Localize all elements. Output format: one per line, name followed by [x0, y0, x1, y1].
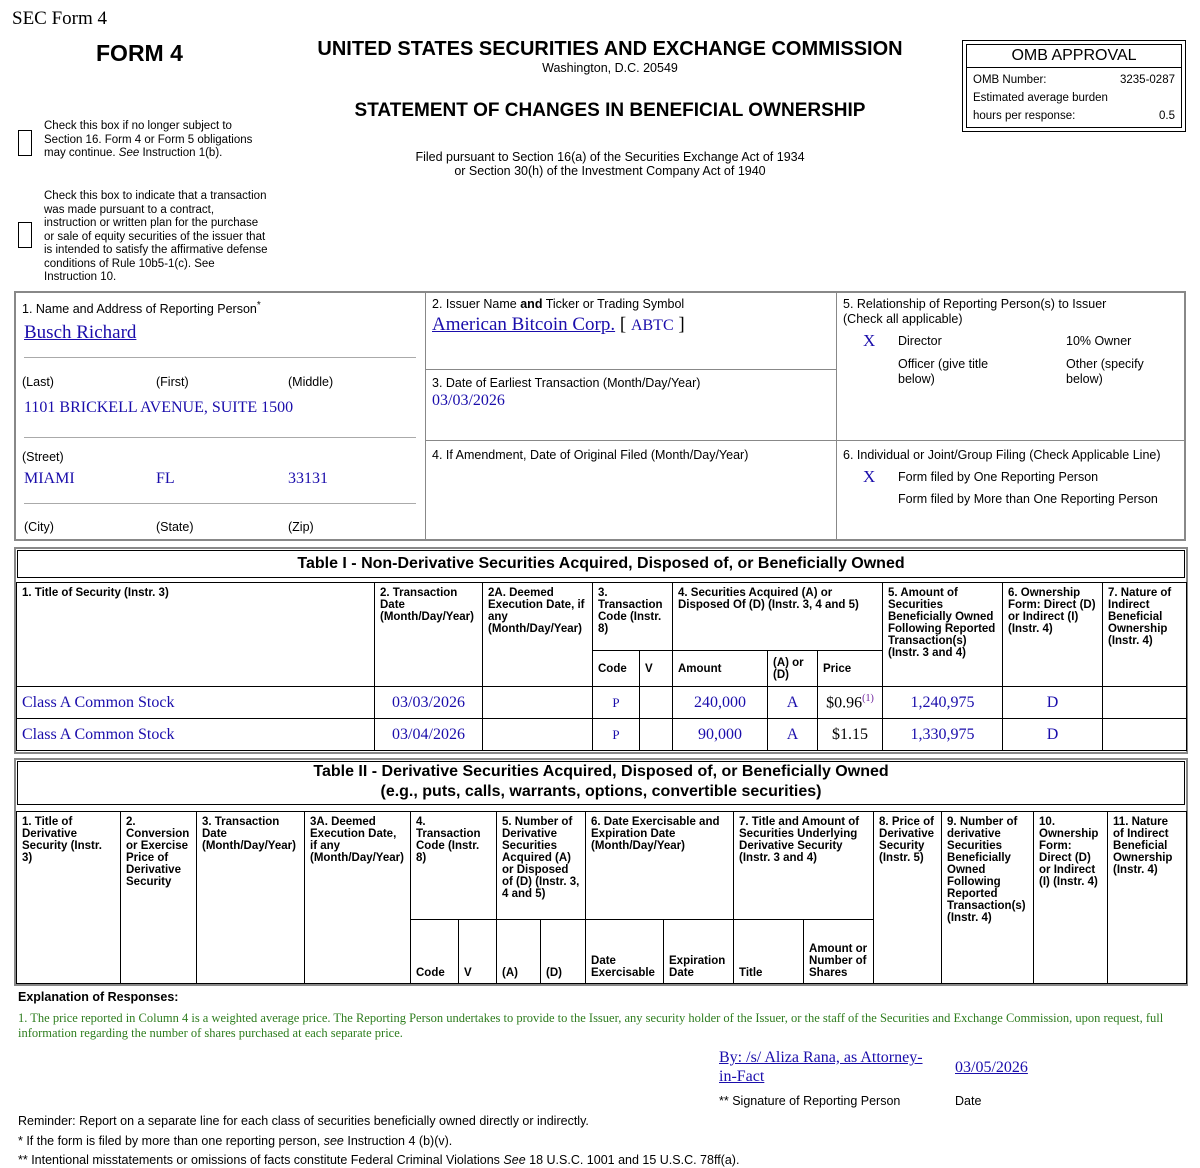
t2-col-conversion-header: 2. Conversion or Exercise Price of Derivative Security	[121, 812, 197, 984]
rule10b5-text: Check this box to indicate that a transaction was made pursuant to a contract, instruction or written plan for the purchase or sale of equity securities of the issuer that is intended to satisfy the affirmative defense conditions of Rule 10b5-1(c). See Instruction 10.	[44, 190, 268, 283]
t1-r2-v	[640, 719, 673, 751]
zip-label: (Zip)	[288, 520, 314, 534]
issuer-name-link[interactable]: American Bitcoin Corp.	[432, 314, 616, 335]
t1-r1-amount: 240,000	[673, 687, 768, 719]
officer-label: Officer (give title below)	[898, 357, 989, 386]
t2-col-owned-header: 9. Number of derivative Securities Beneficially Owned Following Reported Transaction(s) (Instr. 4)	[942, 812, 1034, 984]
t1-r2-nature	[1103, 719, 1187, 751]
t2-col-code-header: 4. Transaction Code (Instr. 8)	[411, 812, 497, 920]
omb-burden-label-2: hours per response:	[973, 110, 1076, 122]
t1-r2-deemed	[483, 719, 593, 751]
t2-col-underlying-header: 7. Title and Amount of Securities Underlying Derivative Security (Instr. 3 and 4)	[734, 812, 874, 920]
city-value: MIAMI	[24, 470, 75, 487]
t1-col-deemed-header: 2A. Deemed Execution Date, if any (Month/Day/Year)	[483, 583, 593, 687]
t2-amount-subheader: Amount or Number of Shares	[804, 920, 874, 984]
table2-title: Table II - Derivative Securities Acquired, Disposed of, or Beneficially Owned (e.g., puts, calls, warrants, options, convertible securities)	[17, 761, 1185, 805]
omb-burden-value: 0.5	[1159, 110, 1175, 122]
criminal-violation-note: ** Intentional misstatements or omissions of facts constitute Federal Criminal Violations See 18 U.S.C. 1001 and 15 U.S.C. 78ff(a).	[18, 1153, 740, 1167]
t2-v-subheader: V	[459, 920, 497, 984]
t1-col-form-header: 6. Ownership Form: Direct (D) or Indirect (I) (Instr. 4)	[1003, 583, 1103, 687]
sec-form-label: SEC Form 4	[12, 8, 108, 29]
box1-label: 1. Name and Address of Reporting Person*	[22, 300, 261, 317]
t1-r2-price: $1.15	[818, 719, 883, 751]
t1-r1-nature	[1103, 687, 1187, 719]
t1-amount-subheader: Amount	[673, 651, 768, 687]
t1-r1-aord: A	[768, 687, 818, 719]
form-title: FORM 4	[96, 40, 183, 66]
t2-col-deemed-header: 3A. Deemed Execution Date, if any (Month/Day/Year)	[305, 812, 411, 984]
t1-r1-form: D	[1003, 687, 1103, 719]
t2-expiration-subheader: Expiration Date	[664, 920, 734, 984]
t2-date-exercisable-subheader: Date Exercisable	[586, 920, 664, 984]
director-label: Director	[898, 334, 942, 348]
state-label: (State)	[156, 520, 194, 534]
omb-number-label: OMB Number:	[973, 74, 1047, 86]
middle-label: (Middle)	[288, 375, 334, 389]
t1-r2-code: P	[593, 719, 640, 751]
last-label: (Last)	[22, 375, 54, 389]
box5-label: 5. Relationship of Reporting Person(s) to Issuer (Check all applicable)	[843, 297, 1107, 326]
issuer-line: American Bitcoin Corp. [ ABTC ]	[432, 314, 685, 335]
street-address: 1101 BRICKELL AVENUE, SUITE 1500	[24, 399, 294, 416]
t2-a-subheader: (A)	[497, 920, 541, 984]
t1-r1-date: 03/03/2026	[375, 687, 483, 719]
t2-col-title-header: 1. Title of Derivative Security (Instr. 3)	[17, 812, 121, 984]
street-label: (Street)	[22, 450, 64, 464]
state-value: FL	[156, 470, 175, 487]
t1-code-subheader: Code	[593, 651, 640, 687]
t1-col-nature-header: 7. Nature of Indirect Beneficial Ownership (Instr. 4)	[1103, 583, 1187, 687]
t2-col-nature-header: 11. Nature of Indirect Beneficial Ownership (Instr. 4)	[1108, 812, 1187, 984]
reporting-person-name-link[interactable]: Busch Richard	[24, 322, 137, 343]
t2-col-number-header: 5. Number of Derivative Securities Acquired (A) or Disposed of (D) (Instr. 3, 4 and 5)	[497, 812, 586, 920]
t1-r1-title: Class A Common Stock	[17, 687, 375, 719]
t1-col-code-header: 3. Transaction Code (Instr. 8)	[593, 583, 673, 651]
signature-date-link[interactable]: 03/05/2026	[955, 1059, 1028, 1076]
table2-derivative	[16, 811, 1187, 984]
t1-r1-deemed	[483, 687, 593, 719]
t1-r1-price: $0.96$^{(1)}$	[818, 687, 883, 719]
t1-r1-price-footnote[interactable]: (1)	[862, 692, 874, 704]
explanation-title: Explanation of Responses:	[18, 990, 179, 1004]
t1-price-subheader: Price	[818, 651, 883, 687]
box6-label: 6. Individual or Joint/Group Filing (Check Applicable Line)	[843, 448, 1161, 462]
table-row	[17, 719, 1187, 751]
t1-r2-aord: A	[768, 719, 818, 751]
table-row	[17, 687, 1187, 719]
signature-link[interactable]: By: /s/ Aliza Rana, as Attorney-in-Fact	[719, 1049, 923, 1085]
reminder-text: Reminder: Report on a separate line for each class of securities beneficially owned directly or indirectly.	[18, 1114, 589, 1128]
rule10b5-checkbox[interactable]	[18, 222, 32, 248]
filed-line-2: or Section 30(h) of the Investment Company Act of 1940	[454, 164, 766, 178]
table1-non-derivative	[16, 582, 1187, 751]
omb-number-value: 3235-0287	[1120, 74, 1175, 86]
agency-name: UNITED STATES SECURITIES AND EXCHANGE COMMISSION	[317, 38, 903, 60]
t1-r2-form: D	[1003, 719, 1103, 751]
box3-label: 3. Date of Earliest Transaction (Month/Day/Year)	[432, 376, 701, 390]
box2-label: 2. Issuer Name and Ticker or Trading Symbol	[432, 297, 685, 311]
one-person-mark: X	[863, 467, 876, 486]
t2-col-date-header: 3. Transaction Date (Month/Day/Year)	[197, 812, 305, 984]
signature-label: ** Signature of Reporting Person	[719, 1094, 901, 1108]
zip-value: 33131	[288, 470, 328, 487]
t2-col-price-header: 8. Price of Derivative Security (Instr. 5)	[874, 812, 942, 984]
other-label: Other (specify below)	[1066, 357, 1144, 386]
statement-title: STATEMENT OF CHANGES IN BENEFICIAL OWNERSHIP	[354, 100, 866, 121]
section16-checkbox[interactable]	[18, 130, 32, 156]
section16-text: Check this box if no longer subject to Section 16. Form 4 or Form 5 obligations may continue. See Instruction 1(b).	[44, 120, 253, 159]
t2-d-subheader: (D)	[541, 920, 586, 984]
t1-aord-subheader: (A) or (D)	[768, 651, 818, 687]
t2-col-form-header: 10. Ownership Form: Direct (D) or Indirect (I) (Instr. 4)	[1034, 812, 1108, 984]
t2-title-subheader: Title	[734, 920, 804, 984]
ticker-symbol: ABTC	[630, 317, 674, 334]
t2-code-subheader: Code	[411, 920, 459, 984]
filed-line-1: Filed pursuant to Section 16(a) of the Securities Exchange Act of 1934	[415, 150, 805, 164]
t1-r1-v	[640, 687, 673, 719]
multi-filer-note: * If the form is filed by more than one reporting person, see Instruction 4 (b)(v).	[18, 1134, 453, 1148]
t1-r1-owned: 1,240,975	[883, 687, 1003, 719]
t1-v-subheader: V	[640, 651, 673, 687]
t1-col-date-header: 2. Transaction Date (Month/Day/Year)	[375, 583, 483, 687]
agency-city: Washington, D.C. 20549	[542, 61, 678, 75]
city-label: (City)	[24, 520, 54, 534]
t1-r1-code: P	[593, 687, 640, 719]
t1-col-title-header: 1. Title of Security (Instr. 3)	[17, 583, 375, 687]
t1-col-owned-header: 5. Amount of Securities Beneficially Owned Following Reported Transaction(s) (Instr. 3 and 4)	[883, 583, 1003, 687]
more-persons-label: Form filed by More than One Reporting Person	[898, 492, 1158, 506]
director-mark: X	[863, 331, 876, 350]
box4-label: 4. If Amendment, Date of Original Filed (Month/Day/Year)	[432, 448, 749, 462]
date-label: Date	[955, 1094, 982, 1108]
t1-r2-amount: 90,000	[673, 719, 768, 751]
omb-burden-label-1: Estimated average burden	[973, 92, 1108, 104]
t1-r2-title: Class A Common Stock	[17, 719, 375, 751]
explanation-note-1: 1. The price reported in Column 4 is a weighted average price. The Reporting Person undertakes to provide to the Issuer, any security holder of the Issuer, or the staff of the Securities and Exchange Commission, upon request, full information regarding the number of shares purchased at each separate price.	[18, 1011, 1164, 1040]
earliest-transaction-date: 03/03/2026	[432, 392, 505, 409]
t2-col-exercisable-header: 6. Date Exercisable and Expiration Date (Month/Day/Year)	[586, 812, 734, 920]
t1-col-acquired-header: 4. Securities Acquired (A) or Disposed Of (D) (Instr. 3, 4 and 5)	[673, 583, 883, 651]
omb-title: OMB APPROVAL	[966, 44, 1182, 68]
table1-title: Table I - Non-Derivative Securities Acquired, Disposed of, or Beneficially Owned	[17, 550, 1185, 578]
one-person-label: Form filed by One Reporting Person	[898, 470, 1099, 484]
t1-r2-date: 03/04/2026	[375, 719, 483, 751]
omb-approval-box	[962, 40, 1186, 132]
t1-r2-owned: 1,330,975	[883, 719, 1003, 751]
first-label: (First)	[156, 375, 189, 389]
ten-percent-owner-label: 10% Owner	[1066, 334, 1132, 348]
